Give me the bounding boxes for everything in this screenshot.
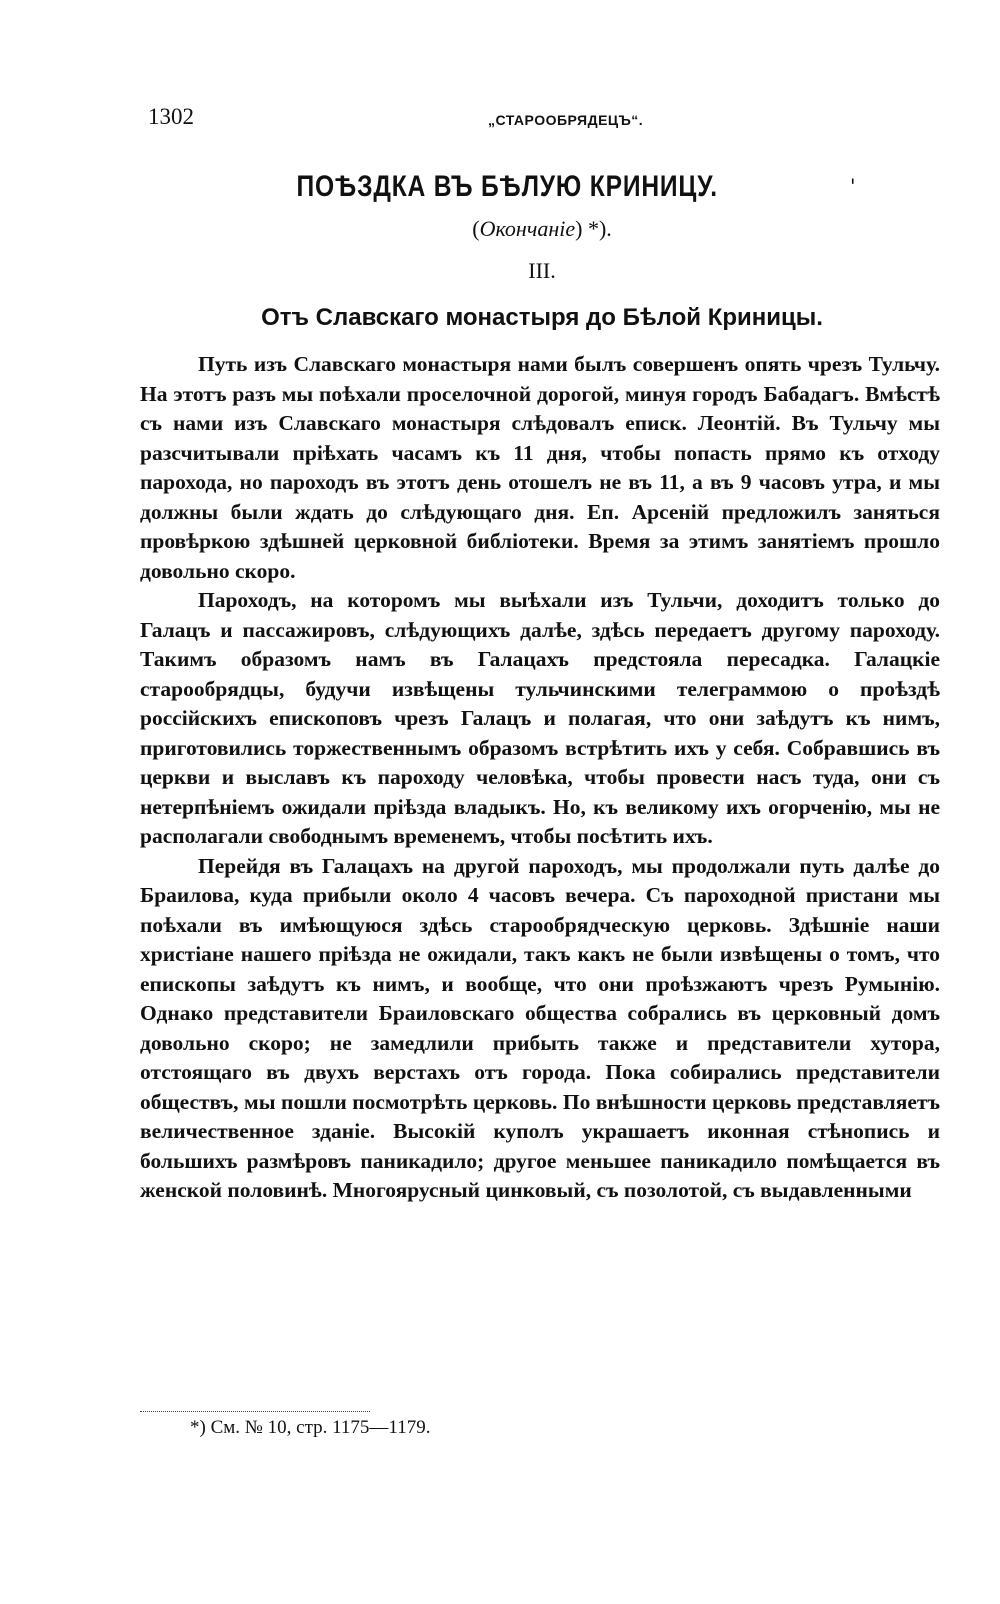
title-mark: ' [850,174,856,198]
page-number: 1302 [148,104,194,129]
article-subtitle: (Окончаніе) *). [472,216,612,241]
footnote: *) См. № 10, стр. 1175—1179. [190,1417,431,1438]
running-head: „СТАРООБРЯДЕЦЪ“. [488,112,644,128]
article-body [140,350,940,1206]
paragraph-2: Пароходъ, на которомъ мы выѣхали изъ Тульчи, доходитъ только до Галацъ и пассажировъ, слѣдующихъ далѣе, здѣсь передаетъ другому пароходу. Такимъ образомъ намъ въ Галацахъ предстояла пересадка. Галацкіе старообрядцы, будучи извѣщены тульчинскими телеграммою о проѣздѣ россійскихъ епископовъ чрезъ Галацъ и полагая, что они заѣдутъ къ нимъ, приготовились торжественнымъ образомъ встрѣтить ихъ у себя. Собравшись въ церкви и выславъ къ пароходу человѣка, чтобы провести насъ туда, они съ нетерпѣніемъ ожидали пріѣзда владыкъ. Но, къ великому ихъ огорченію, мы не располагали свободнымъ временемъ, чтобы посѣтить ихъ. [140,588,940,848]
paragraph-1: Путь изъ Славскаго монастыря нами былъ совершенъ опять чрезъ Тульчу. На этотъ разъ мы поѣхали проселочной дорогой, минуя городъ Бабадагъ. Вмѣстѣ съ нами изъ Славскаго монастыря слѣдовалъ еписк. Леонтій. Въ Тульчу мы разсчитывали пріѣхать часамъ къ 11 дня, чтобы попасть прямо къ отходу парохода, но пароходъ въ этотъ день отошелъ не въ 11, а въ 9 часовъ утра, и мы должны были ждать до слѣдующаго дня. Еп. Арсеній предложилъ заняться провѣркою здѣшней церковной библіотеки. Время за этимъ занятіемъ прошло довольно скоро. [140,352,940,583]
section-title: Отъ Славскаго монастыря до Бѣлой Криницы. [261,304,823,331]
section-number: III. [528,258,556,283]
page-header [148,104,948,134]
subtitle-footnote-mark: * [587,216,599,241]
article-title: ПОѢЗДКА ВЪ БѢЛУЮ КРИНИЦУ. [296,170,718,203]
subtitle-word: Окончаніе [479,216,576,241]
footnote-divider [140,1411,370,1412]
paragraph-3: Перейдя въ Галацахъ на другой пароходъ, мы продолжали путь далѣе до Браилова, куда прибыли около 4 часовъ вечера. Съ пароходной пристани мы поѣхали въ имѣющуюся здѣсь старообрядческую церковь. Здѣшніе наши христіане нашего пріѣзда не ожидали, такъ какъ не были извѣщены о томъ, что епископы заѣдутъ къ нимъ, и вообще, что они проѣзжаютъ чрезъ Румынію. Однако представители Браиловскаго общества собрались въ церковный домъ довольно скоро; не замедлили прибыть также и представители хутора, отстоящаго въ двухъ верстахъ отъ города. Пока собирались представители обществъ, мы пошли посмотрѣть церковь. По внѣшности церковь представляетъ величественное зданіе. Высокій куполъ украшаетъ иконная стѣнопись и большихъ размѣровъ паникадило; другое меньшее паникадило помѣщается въ женской половинѣ. Многоярусный цинковый, съ позолотой, съ выдавленными [140,853,940,1202]
